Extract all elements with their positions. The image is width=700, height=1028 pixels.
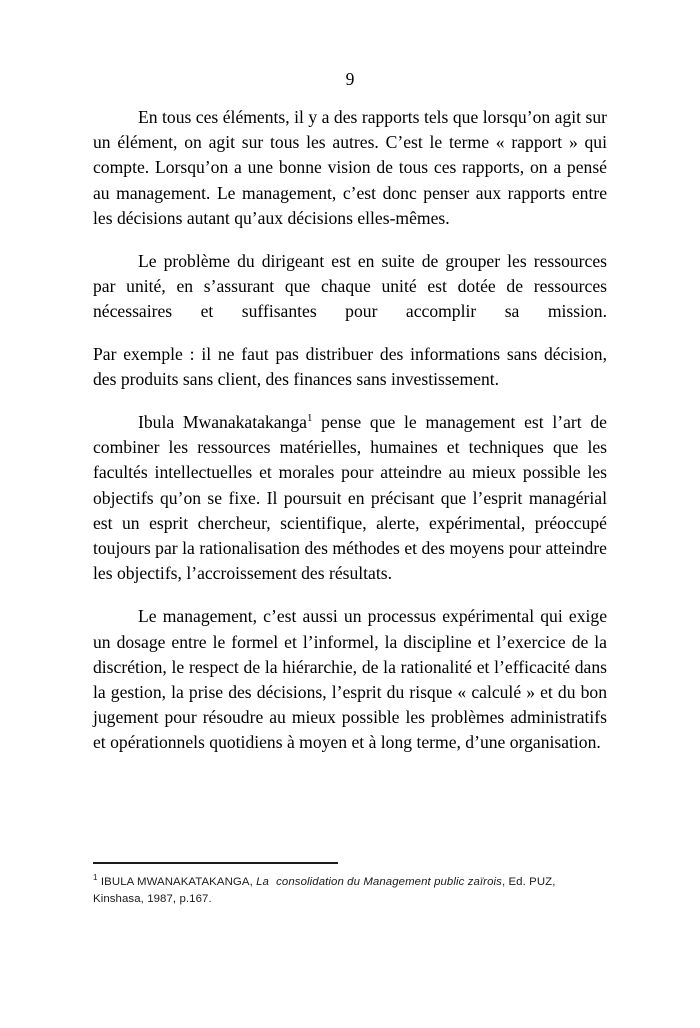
footnote-title-first-word: La [256,876,269,888]
footnote-reference-marker[interactable]: 1 [306,412,313,425]
paragraph-2-part-a: Le problème du dirigeant est en suite de grouper les ressources par unité, en s’assurant que chaque unité est dotée de ressources nécessaires et suffisantes pour accomplir sa mission. [93,251,607,322]
footnote-entry [93,874,607,908]
footnote-author: IBULA MWANAKATAKANGA [100,876,250,888]
footnote-publisher: , Ed. PUZ, [501,876,556,888]
footnote-separator-rule [93,862,338,864]
paragraph-1: En tous ces éléments, il y a des rapports tels que lorsqu’on agit sur un élément, on agit sur tous les autres. C’est le terme « rapport » qui compte. Lorsqu’on a une bonne vision de tous ces rapports, on a pensé au management. Le management, c’est donc penser aux rapports entre les décisions autant qu’aux décisions elles-mêmes. [93,107,607,228]
footnote-title-rest: consolidation du Management public zaïrois [276,876,502,888]
footnote-place-year-page: Kinshasa, 1987, p.167. [93,893,212,905]
page-number: 9 [345,69,355,89]
paragraph-3 [93,410,607,586]
footnote-comma-separator: , [249,876,257,888]
paragraph-4: Le management, c’est aussi un processus expérimental qui exige un dosage entre le formel et l’informel, la discipline et l’exercice de la discrétion, le respect de la hiérarchie, de la rationalité et l’efficacité dans la gestion, la prise des décisions, l’esprit du risque « calculé » et du bon jugement pour résoudre au mieux possible les problèmes administratifs et opérationnels quotidiens à moyen et à long terme, d’une organisation. [93,606,607,753]
paragraph-2-part-b: Par exemple : il ne faut pas distribuer des informations sans décision, des produits sans client, des finances sans investissement. [93,343,607,389]
footnote-number: 1 [93,873,98,883]
body-text-block [93,105,607,756]
paragraph-3-continuation: pense que le management est l’art de combiner les ressources matérielles, humaines et techniques que les facultés intellectuelles et morales pour atteindre au mieux possible les objectifs qu’on se fixe. Il poursuit en précisant que l’esprit managérial est un esprit chercheur, scientifique, alerte, expérimental, préoccupé toujours par la rationalisation des méthodes et des moyens pour atteindre les objectifs, l’accroissement des résultats. [93,412,607,584]
footnote-area [93,862,607,908]
paragraph-3-author-lead: Ibula Mwanakatakanga [138,412,307,433]
